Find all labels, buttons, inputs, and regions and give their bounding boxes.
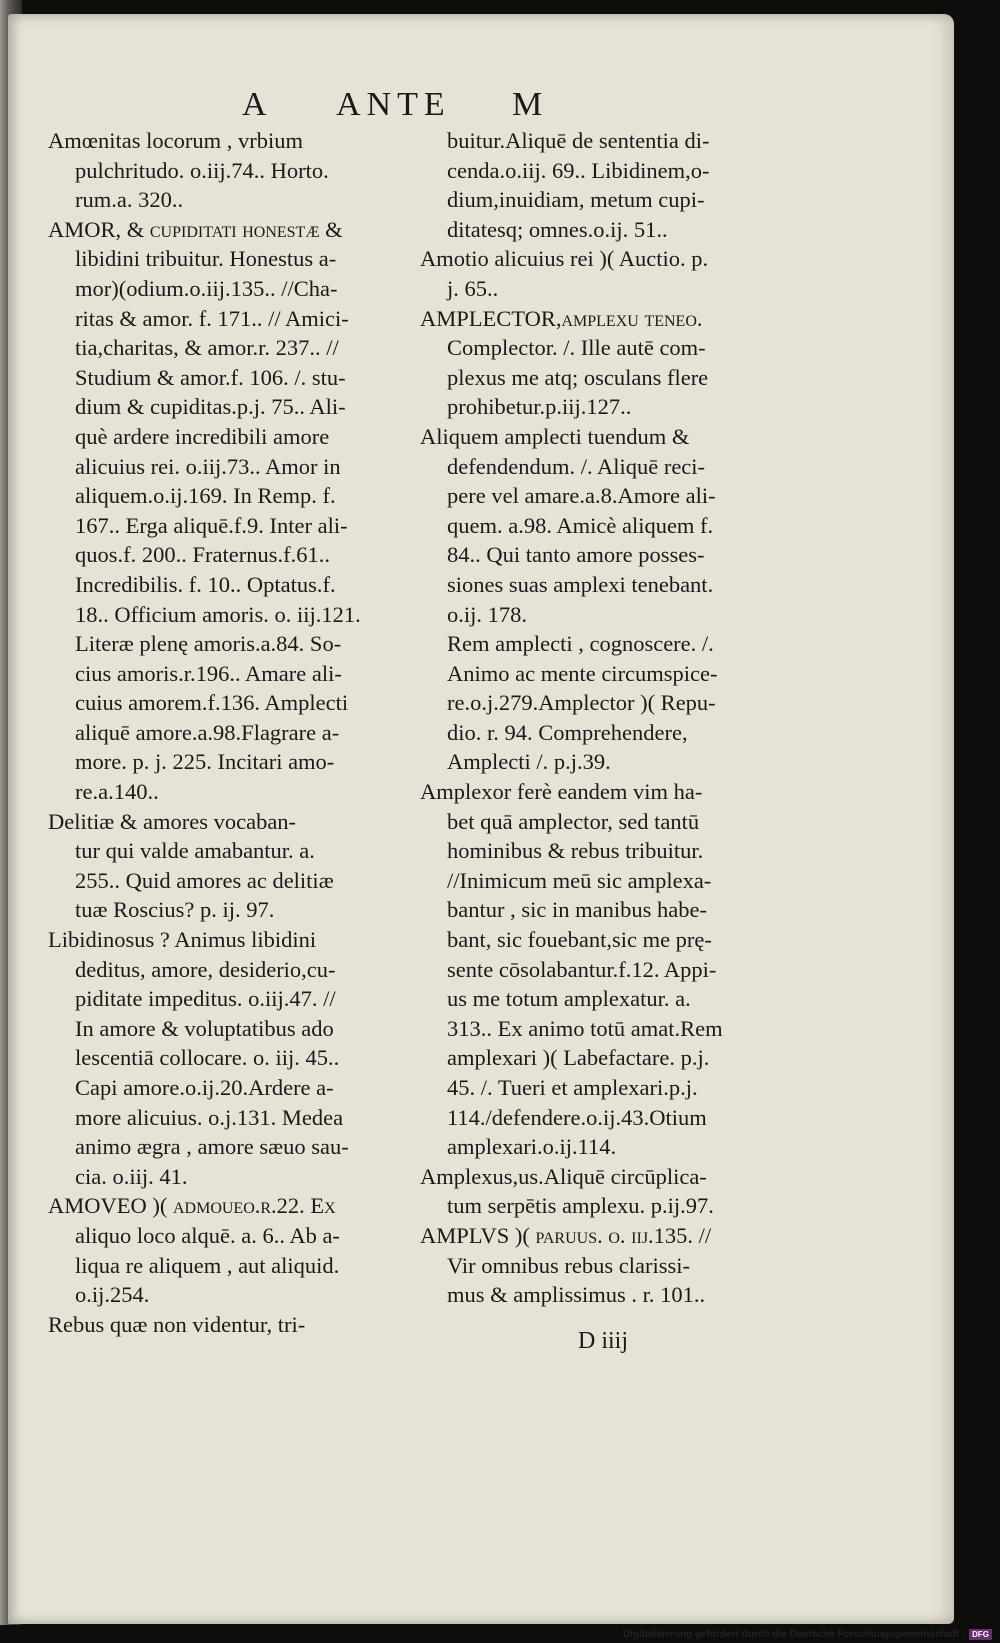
- text-line: o.ij. 178.: [447, 601, 528, 627]
- dfg-logo: DFG: [969, 1629, 992, 1640]
- text-line: Animo ac mente circumspice-: [447, 660, 718, 686]
- footer-credit: [623, 1628, 992, 1641]
- text-line: hominibus & rebus tribuitur.: [447, 838, 704, 864]
- text-line: lescentiā collocare. o. iij. 45..: [75, 1045, 340, 1071]
- text-line: Amotio alicuius rei )( Auctio. p.: [420, 246, 709, 272]
- text-line: Amœnitas locorum , vrbium: [48, 128, 303, 153]
- text-line: //Inimicum meū sic amplexa-: [447, 867, 712, 893]
- text-line: amplexari )( Labefactare. p.j.: [447, 1045, 710, 1071]
- text-line: 18.. Officium amoris. o. iij.121.: [75, 601, 361, 627]
- text-line: aliquē amore.a.98.Flagrare a-: [75, 719, 340, 745]
- text-line: 114./defendere.o.ij.43.Otium: [447, 1104, 707, 1130]
- text-line: ritas & amor. f. 171.. // Amici-: [75, 305, 349, 331]
- text-line: In amore & voluptatibus ado: [75, 1015, 334, 1041]
- text-line: bantur , sic in manibus habe-: [447, 897, 707, 923]
- text-line: Aliquem amplecti tuendum &: [420, 423, 690, 449]
- text-line: plexus me atq; osculans flere: [447, 364, 709, 390]
- text-line: alicuius rei. o.iij.73.. Amor in: [75, 453, 341, 479]
- text-line: defendendum. /. Aliquē reci-: [447, 453, 706, 479]
- text-line: cuius amorem.f.136. Amplecti: [75, 690, 349, 716]
- text-line: Delitiæ & amores vocaban-: [48, 808, 297, 834]
- text-line: prohibetur.p.iij.127..: [447, 394, 632, 420]
- text-line: buitur.Aliquē de sententia di-: [447, 128, 710, 153]
- text-line: animo ægra , amore sæuo sau-: [75, 1134, 349, 1160]
- text-line: tum serpētis amplexu. p.ij.97.: [447, 1193, 714, 1219]
- text-line: tur qui valde amabantur. a.: [75, 838, 315, 864]
- text-line: piditate impeditus. o.iij.47. //: [75, 986, 336, 1012]
- text-line: re.o.j.279.Amplector )( Repu-: [447, 690, 716, 716]
- text-line: ditatesq; omnes.o.ij. 51..: [447, 216, 668, 242]
- text-line: AMPLECTOR,amplexu teneo.: [420, 305, 703, 331]
- text-line: Rebus quæ non videntur, tri-: [48, 1311, 306, 1337]
- text-line: 255.. Quid amores ac delitiæ: [75, 867, 334, 893]
- text-line: liqua re aliquem , aut aliquid.: [75, 1252, 340, 1278]
- text-line: amplexari.o.ij.114.: [447, 1134, 617, 1160]
- text-line: dium & cupiditas.p.j. 75.. Ali-: [75, 394, 346, 420]
- text-line: sente cōsolabantur.f.12. Appi-: [447, 956, 717, 982]
- text-line: Literæ plenę amoris.a.84. So-: [75, 631, 342, 657]
- text-line: Vir omnibus rebus clarissi-: [447, 1252, 690, 1278]
- text-line: Studium & amor.f. 106. /. stu-: [75, 364, 346, 390]
- text-line: 167.. Erga aliquē.f.9. Inter ali-: [75, 512, 348, 538]
- text-line: 45. /. Tueri et amplexari.p.j.: [447, 1075, 698, 1100]
- text-line: libidini tribuitur. Honestus a-: [75, 246, 337, 272]
- text-line: dium,inuidiam, metum cupi-: [447, 187, 705, 213]
- text-line: AMPLVS )( paruus. o. iij.135. //: [420, 1222, 712, 1248]
- text-line: AMOR, & cupiditati honestæ &: [48, 216, 343, 242]
- text-line: re.a.140..: [75, 779, 159, 805]
- text-line: Amplexus,us.Aliquē circūplica-: [420, 1163, 707, 1189]
- text-line: què ardere incredibili amore: [75, 423, 330, 449]
- text-line: tuæ Roscius? p. ij. 97.: [75, 897, 275, 923]
- text-line: bet quā amplector, sed tantū: [447, 808, 700, 834]
- text-line: aliquem.o.ij.169. In Remp. f.: [75, 483, 336, 509]
- text-line: AMOVEO )( admoueo.r.22. Ex: [48, 1193, 336, 1219]
- text-line: Capi amore.o.ij.20.Ardere a-: [75, 1075, 334, 1100]
- text-line: Incredibilis. f. 10.. Optatus.f.: [75, 571, 336, 597]
- text-line: 313.. Ex animo totū amat.Rem: [447, 1015, 723, 1041]
- text-line: rum.a. 320..: [75, 187, 184, 213]
- text-line: dio. r. 94. Comprehendere,: [447, 719, 688, 745]
- text-line: o.ij.254.: [75, 1282, 150, 1308]
- text-line: bant, sic fouebant,sic me prę-: [447, 927, 712, 953]
- signature-mark: D iiij: [578, 1328, 629, 1354]
- running-header: [0, 86, 960, 126]
- text-line: quem. a.98. Amicè aliquem f.: [447, 512, 714, 538]
- header-letter-m: M: [512, 86, 549, 123]
- text-line: siones suas amplexi tenebant.: [447, 571, 714, 597]
- text-line: pulchritudo. o.iij.74.. Horto.: [75, 157, 329, 183]
- text-line: cius amoris.r.196.. Amare ali-: [75, 660, 342, 686]
- text-line: cia. o.iij. 41.: [75, 1163, 188, 1189]
- right-column: [420, 126, 775, 1310]
- text-line: Libidinosus ? Animus libidini: [48, 927, 317, 953]
- text-line: j. 65..: [447, 275, 499, 301]
- text-line: Amplecti /. p.j.39.: [447, 749, 611, 775]
- footer-text: Digitalisierung gefördert durch die Deutsche Forschungsgemeinschaft -: [622, 1629, 966, 1640]
- text-line: aliquo loco alquē. a. 6.. Ab a-: [75, 1222, 340, 1248]
- text-line: Complector. /. Ille autē com-: [447, 335, 706, 361]
- text-line: more. p. j. 225. Incitari amo-: [75, 749, 335, 775]
- text-line: Amplexor ferè eandem vim ha-: [420, 779, 703, 805]
- header-letter-a: A: [242, 86, 273, 123]
- text-line: cenda.o.iij. 69.. Libidinem,o-: [447, 157, 710, 183]
- text-line: pere vel amare.a.8.Amore ali-: [447, 483, 716, 509]
- text-line: tia,charitas, & amor.r. 237.. //: [75, 335, 339, 361]
- text-line: quos.f. 200.. Fraternus.f.61..: [75, 542, 330, 568]
- left-column: [48, 126, 418, 1339]
- text-line: deditus, amore, desiderio,cu-: [75, 956, 336, 982]
- text-line: mus & amplissimus . r. 101..: [447, 1282, 706, 1308]
- text-line: mor)(odium.o.iij.135.. //Cha-: [75, 275, 338, 301]
- text-line: 84.. Qui tanto amore posses-: [447, 542, 705, 568]
- header-word: ANTE: [336, 86, 451, 123]
- text-line: Rem amplecti , cognoscere. /.: [447, 631, 714, 657]
- text-line: us me totum amplexatur. a.: [447, 986, 691, 1012]
- text-line: more alicuius. o.j.131. Medea: [75, 1104, 344, 1130]
